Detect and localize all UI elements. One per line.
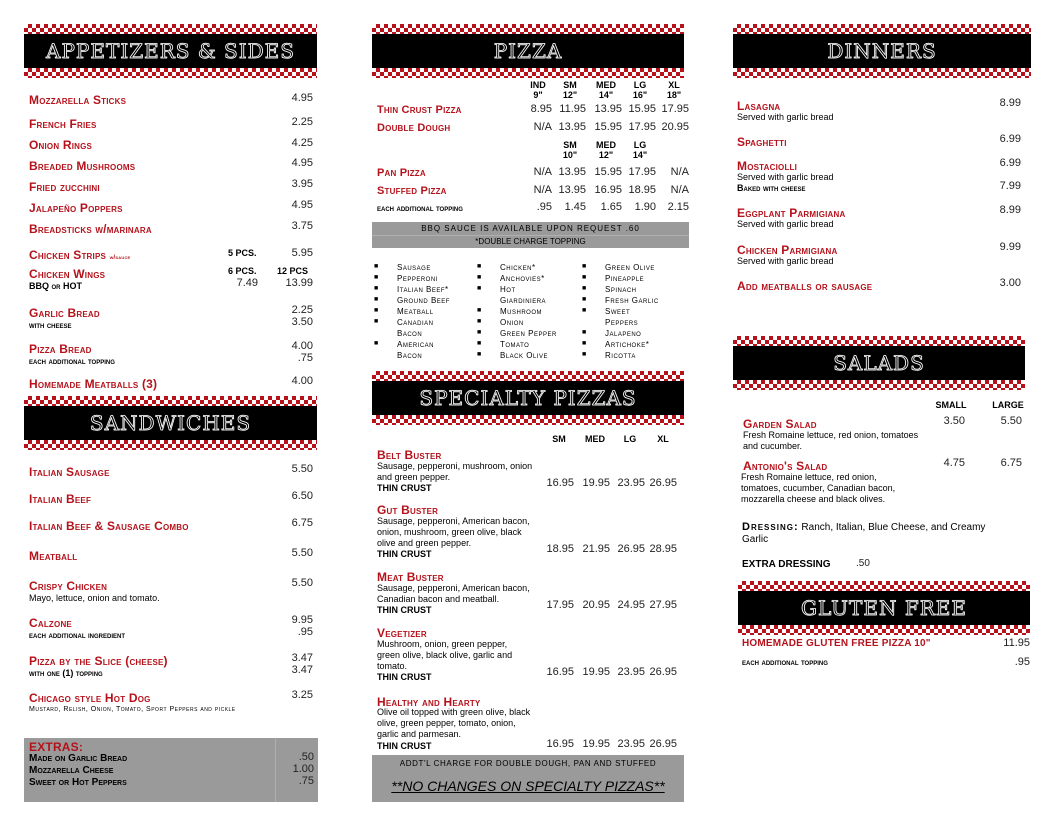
garlic-bread-sub-price: 3.50 [291, 316, 313, 328]
topping-item: Italian Beef* [397, 285, 449, 294]
chicken-strips-qty: 5 PCS. [228, 248, 257, 258]
gluten-free-sub: each additional topping [742, 657, 828, 667]
salad-price: 5.50 [1000, 415, 1022, 427]
menu-item-name: Italian Sausage [29, 465, 110, 479]
addtl-charge-note: ADDT'L CHARGE FOR DOUBLE DOUGH, PAN AND STUFFED [399, 759, 657, 768]
topping-item: Anchovies* [500, 274, 545, 283]
slice-name: Pizza by the Slice (cheese) [29, 654, 168, 668]
topping-item: Mushroom [500, 307, 542, 316]
menu-item-name: Mozzarella Sticks [29, 93, 127, 107]
specialty-price: 26.95 [649, 666, 677, 678]
dinner-name: Lasagna [737, 99, 781, 113]
specialty-crust: THIN CRUST [377, 549, 432, 559]
specialty-price: 16.95 [546, 666, 574, 678]
specialty-price: 19.95 [582, 738, 610, 750]
pizza-price: N/A [533, 121, 552, 133]
menu-item-price: 4.95 [291, 157, 313, 169]
bullet-icon: ■ [374, 340, 379, 347]
chicken-wings-sub: BBQ or HOT [29, 281, 82, 291]
specialty-desc: Sausage, pepperoni, mushroom, onion and green pepper. [377, 461, 533, 482]
topping-item: Green Pepper [500, 329, 557, 338]
specialty-desc: Sausage, pepperoni, American bacon, Canadian bacon and meatball. [377, 583, 530, 604]
appetizers-title: APPETIZERS & SIDES [46, 39, 295, 63]
pizza-price: 2.15 [667, 201, 689, 213]
specialty-crust: THIN CRUST [377, 605, 432, 615]
bullet-icon: ■ [374, 263, 379, 270]
topping-item: Pineapple [605, 274, 645, 283]
topping-item: Tomato [500, 340, 530, 349]
menu-item-name: Onion Rings [29, 138, 93, 152]
size-header: IND 9" [530, 80, 546, 100]
sandwiches-title: SANDWICHES [89, 411, 252, 435]
pizza-price: 1.65 [600, 201, 622, 213]
topping-row-name: each additional topping [377, 203, 463, 213]
dinner-name: Chicken Parmigiana [737, 243, 838, 257]
specialty-price: 26.95 [617, 543, 645, 555]
topping-item: Fresh Garlic [605, 296, 659, 305]
pizza-row-name: Stuffed Pizza [377, 185, 447, 197]
specialty-price: 20.95 [582, 599, 610, 611]
bullet-icon: ■ [582, 285, 587, 292]
appetizers-banner [24, 24, 317, 78]
pizza-price: 18.95 [628, 184, 656, 196]
pizza-row-name: Pan Pizza [377, 167, 426, 179]
topping-item: Sausage [397, 263, 431, 272]
pizza-price: N/A [670, 184, 689, 196]
dinner-price: 6.99 [999, 157, 1021, 169]
menu-item-name: Italian Beef [29, 492, 92, 506]
bullet-icon: ■ [477, 329, 482, 336]
pizza-price: 1.45 [564, 201, 586, 213]
pizza-price: 15.95 [628, 103, 656, 115]
dinner-name: Eggplant Parmigiana [737, 206, 846, 220]
topping-item: Green Olive [605, 263, 655, 272]
bullet-icon: ■ [582, 351, 587, 358]
bbq-note: BBQ SAUCE IS AVAILABLE UPON REQUEST .60 [421, 224, 640, 233]
specialty-title: SPECIALTY PIZZAS [419, 386, 637, 410]
salad-price: 6.75 [1000, 457, 1022, 469]
bullet-icon: ■ [477, 285, 482, 292]
dinner-sub-price: 7.99 [999, 180, 1021, 192]
salad-price: 4.75 [943, 457, 965, 469]
pizza-price: 15.95 [594, 166, 622, 178]
extras-box [24, 738, 318, 802]
bullet-icon: ■ [374, 318, 379, 325]
chicken-wings-price1: 7.49 [236, 277, 258, 289]
menu-item-price: 5.50 [291, 547, 313, 559]
specialty-price: 23.95 [617, 738, 645, 750]
salad-name: Antonio's Salad [743, 459, 828, 473]
dinner-desc: Served with garlic bread [737, 256, 834, 266]
menu-item-name: Breadsticks w/marinara [29, 222, 152, 236]
salads-title: SALADS [833, 351, 925, 375]
pizza-price: 13.95 [594, 103, 622, 115]
crispy-chicken-name: Crispy Chicken [29, 579, 108, 593]
garlic-bread-price: 2.25 [291, 304, 313, 316]
specialty-desc: Olive oil topped with green olive, black olive, green pepper, tomato, onion, garlic and parmesan. [377, 707, 531, 739]
pizza-title: PIZZA [493, 39, 563, 63]
pizza-bread-price: 4.00 [291, 340, 313, 352]
topping-item: Ricotta [605, 351, 636, 360]
specialty-name: Belt Buster [377, 448, 442, 462]
hotdog-name: Chicago style Hot Dog [29, 691, 151, 705]
dinner-name: Mostaciolli [737, 159, 798, 173]
bullet-icon: ■ [582, 307, 587, 314]
pizza-price: 17.95 [661, 103, 689, 115]
garlic-bread-name: Garlic Bread [29, 306, 100, 320]
size-header: MED [585, 434, 605, 444]
pizza-row-name: Thin Crust Pizza [377, 104, 462, 116]
topping-item: Meatball [397, 307, 434, 316]
specialty-price: 16.95 [546, 477, 574, 489]
specialty-notes [372, 755, 684, 802]
menu-item-price: 6.50 [291, 490, 313, 502]
slice-sub: with one (1) topping [29, 668, 103, 678]
bullet-icon: ■ [477, 307, 482, 314]
slice-price: 3.47 [291, 652, 313, 664]
topping-item: Spinach [605, 285, 637, 294]
extra-price: .75 [298, 775, 314, 787]
topping-item: American Bacon [397, 340, 435, 360]
size-header: SM 12" [562, 80, 578, 100]
menu-item-name: Italian Beef & Sausage Combo [29, 519, 189, 533]
specialty-crust: THIN CRUST [377, 672, 432, 682]
dinner-name: Add meatballs or sausage [737, 279, 873, 293]
menu-item-name: Breaded Mushrooms [29, 159, 136, 173]
pizza-bread-sub-price: .75 [297, 352, 313, 364]
specialty-price: 27.95 [649, 599, 677, 611]
pizza-price: 13.95 [558, 184, 586, 196]
specialty-name: Vegetizer [377, 626, 427, 640]
salad-desc: Fresh Romaine lettuce, red onion, tomatoes, cucumber, Canadian bacon, mozzarella cheese and black olives. [741, 472, 896, 504]
specialty-price: 26.95 [649, 477, 677, 489]
menu-item-price: 4.25 [291, 137, 313, 149]
chicken-wings-price2: 13.99 [285, 277, 313, 289]
pizza-price: 20.95 [661, 121, 689, 133]
pizza-price: N/A [533, 184, 552, 196]
chicken-strips-name: Chicken Strips w/sauce [29, 248, 131, 262]
chicken-wings-name: Chicken Wings [29, 267, 106, 281]
gluten-free-sub-price: .95 [1014, 656, 1030, 668]
pizza-banner [372, 24, 684, 78]
topping-item: Hot Giardiniera [500, 285, 547, 305]
topping-item: Jalapeno [605, 329, 642, 338]
pizza-price: 17.95 [628, 166, 656, 178]
size-header: XL [657, 434, 669, 444]
specialty-banner [372, 371, 684, 425]
bullet-icon: ■ [582, 340, 587, 347]
specialty-price: 21.95 [582, 543, 610, 555]
salad-price: 3.50 [943, 415, 965, 427]
meatballs-price: 4.00 [291, 375, 313, 387]
dinner-price: 6.99 [999, 133, 1021, 145]
specialty-price: 19.95 [582, 477, 610, 489]
gluten-free-title: GLUTEN FREE [801, 596, 967, 620]
specialty-price: 28.95 [649, 543, 677, 555]
extra-name: Mozzarella Cheese [29, 765, 114, 776]
menu-item-price: 4.95 [291, 199, 313, 211]
menu-item-price: 3.75 [291, 220, 313, 232]
garlic-bread-sub: with cheese [29, 320, 72, 330]
dinner-desc: Served with garlic bread [737, 172, 834, 182]
no-changes-note: **NO CHANGES ON SPECIALTY PIZZAS** [391, 778, 665, 794]
specialty-price: 24.95 [617, 599, 645, 611]
salads-banner [733, 336, 1025, 390]
hotdog-desc: Mustard, Relish, Onion, Tomato, Sport Peppers and pickle [29, 706, 236, 713]
specialty-price: 18.95 [546, 543, 574, 555]
pizza-bread-name: Pizza Bread [29, 342, 92, 356]
specialty-name: Meat Buster [377, 570, 444, 584]
chicken-wings-qty2: 12 PCS [277, 266, 309, 276]
bullet-icon: ■ [582, 329, 587, 336]
menu-item-price: 6.75 [291, 517, 313, 529]
dinners-title: DINNERS [827, 39, 937, 63]
pizza-price: 1.90 [634, 201, 656, 213]
bullet-icon: ■ [582, 274, 587, 281]
gluten-free-banner [738, 581, 1030, 635]
bullet-icon: ■ [582, 296, 587, 303]
gluten-free-item: HOMEMADE GLUTEN FREE PIZZA 10" [742, 638, 931, 649]
menu-item-price: 4.95 [291, 92, 313, 104]
bullet-icon: ■ [477, 274, 482, 281]
specialty-name: Healthy and Hearty [377, 695, 481, 709]
menu-item-name: Jalapeño Poppers [29, 201, 123, 215]
topping-item: Artichoke* [605, 340, 650, 349]
specialty-price: 23.95 [617, 477, 645, 489]
extra-price: 1.00 [292, 763, 314, 775]
specialty-price: 17.95 [546, 599, 574, 611]
specialty-price: 19.95 [582, 666, 610, 678]
pizza-price: 16.95 [594, 184, 622, 196]
specialty-crust: THIN CRUST [377, 483, 432, 493]
topping-item: Pepperoni [397, 274, 438, 283]
size-header: SMALL [935, 400, 967, 410]
pizza-price: 15.95 [594, 121, 622, 133]
size-header: XL 18" [666, 80, 682, 100]
topping-item: Ground Beef [397, 296, 450, 305]
calzone-sub: each additional ingredient [29, 630, 125, 640]
dinner-price: 8.99 [999, 97, 1021, 109]
bullet-icon: ■ [477, 318, 482, 325]
sandwiches-banner [24, 396, 317, 450]
menu-item-name: Fried zucchini [29, 180, 100, 194]
pizza-price: .95 [536, 201, 552, 213]
topping-item: Canadian Bacon [397, 318, 434, 338]
bullet-icon: ■ [374, 274, 379, 281]
bullet-icon: ■ [582, 263, 587, 270]
specialty-crust: THIN CRUST [377, 741, 432, 751]
salad-desc: Fresh Romaine lettuce, red onion, tomatoes and cucumber. [743, 430, 919, 451]
chicken-strips-price: 5.95 [291, 247, 313, 259]
size-header: SM [552, 434, 566, 444]
dinner-name: Spaghetti [737, 135, 787, 149]
pizza-price: 13.95 [558, 166, 586, 178]
calzone-price: 9.95 [291, 614, 313, 626]
pizza-row-name: Double Dough [377, 122, 451, 134]
specialty-price: 16.95 [546, 738, 574, 750]
dinner-desc: Served with garlic bread [737, 112, 834, 122]
chicken-wings-qty1: 6 PCS. [228, 266, 257, 276]
menu-item-name: French Fries [29, 117, 97, 131]
pizza-price: N/A [533, 166, 552, 178]
menu-item-price: 5.50 [291, 463, 313, 475]
extras-title: EXTRAS: [29, 740, 84, 754]
extra-dressing-label: EXTRA DRESSING [742, 559, 831, 570]
salad-name: Garden Salad [743, 417, 817, 431]
bullet-icon: ■ [477, 340, 482, 347]
slice-sub-price: 3.47 [291, 664, 313, 676]
calzone-sub-price: .95 [297, 626, 313, 638]
extra-name: Made on Garlic Bread [29, 753, 128, 764]
extra-price: .50 [298, 751, 314, 763]
bullet-icon: ■ [374, 296, 379, 303]
menu-item-price: 2.25 [291, 116, 313, 128]
double-charge-note: *DOUBLE CHARGE TOPPING [475, 237, 586, 246]
dressing-info: Dressing: Ranch, Italian, Blue Cheese, and Creamy Garlic [742, 521, 986, 545]
specialty-name: Gut Buster [377, 503, 439, 517]
dinner-sub: Baked with cheese [737, 183, 806, 193]
size-header: SM 10" [562, 140, 578, 160]
topping-item: Sweet Peppers [605, 307, 639, 327]
dinners-banner [733, 24, 1031, 78]
crispy-chicken-price: 5.50 [291, 577, 313, 589]
crispy-chicken-desc: Mayo, lettuce, onion and tomato. [29, 593, 160, 603]
size-header: MED 14" [596, 80, 616, 100]
menu-item-price: 3.95 [291, 178, 313, 190]
size-header: LARGE [992, 400, 1024, 410]
specialty-price: 26.95 [649, 738, 677, 750]
dinner-price: 9.99 [999, 241, 1021, 253]
specialty-desc: Mushroom, onion, green pepper, green olive, black olive, garlic and tomato. [377, 639, 513, 671]
size-header: LG 16" [632, 80, 648, 100]
dinner-price: 3.00 [999, 277, 1021, 289]
pizza-price: 13.95 [558, 121, 586, 133]
specialty-desc: Sausage, pepperoni, American bacon, onion, mushroom, green olive, black olive and green pepper. [377, 516, 530, 548]
pizza-price: 8.95 [530, 103, 552, 115]
pizza-bread-sub: each additional topping [29, 356, 115, 366]
pizza-notes [372, 222, 689, 248]
topping-item: Onion [500, 318, 524, 327]
bullet-icon: ■ [477, 263, 482, 270]
extra-name: Sweet or Hot Peppers [29, 777, 127, 788]
calzone-name: Calzone [29, 616, 72, 630]
menu-item-name: Meatball [29, 549, 78, 563]
bullet-icon: ■ [374, 285, 379, 292]
size-header: LG 14" [632, 140, 648, 160]
dinner-desc: Served with garlic bread [737, 219, 834, 229]
pizza-price: 11.95 [559, 103, 586, 115]
meatballs-name: Homemade Meatballs (3) [29, 377, 158, 391]
gluten-free-price: 11.95 [1003, 637, 1030, 649]
specialty-price: 23.95 [617, 666, 645, 678]
pizza-price: 17.95 [628, 121, 656, 133]
pizza-price: N/A [670, 166, 689, 178]
topping-item: Black Olive [500, 351, 548, 360]
bullet-icon: ■ [477, 351, 482, 358]
dinner-price: 8.99 [999, 204, 1021, 216]
size-header: MED 12" [596, 140, 616, 160]
extra-dressing-price: .50 [856, 558, 870, 569]
bullet-icon: ■ [374, 307, 379, 314]
topping-item: Chicken* [500, 263, 536, 272]
size-header: LG [623, 434, 637, 444]
hotdog-price: 3.25 [291, 689, 313, 701]
